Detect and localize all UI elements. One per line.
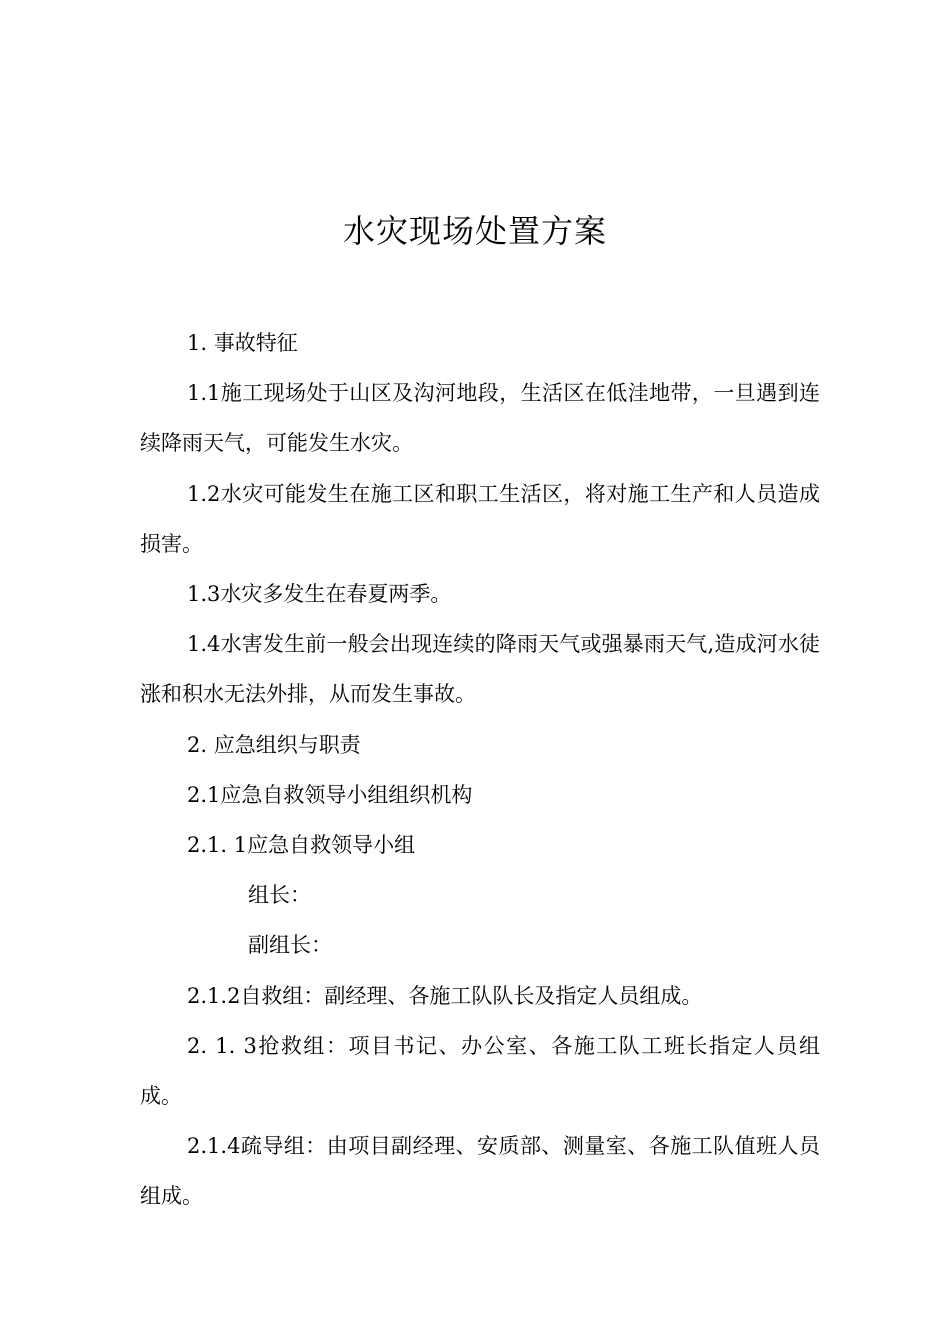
paragraph-1-2: 1.2水灾可能发生在施工区和职工生活区，将对施工生产和人员造成损害。	[140, 481, 820, 556]
paragraph-1-1: 1.1施工现场处于山区及沟河地段，生活区在低洼地带，一旦遇到连续降雨天气，可能发生水灾。	[140, 381, 820, 456]
paragraph-2-1-3: 2. 1. 3抢救组：项目书记、办公室、各施工队工班长指定人员组成。	[140, 1033, 820, 1109]
document-title: 水灾现场处置方案	[342, 212, 607, 250]
paragraph-1-4: 1.4水害发生前一般会出现连续的降雨天气或强暴雨天气,造成河水徒涨和积水无法外排，从而发生事故。	[140, 632, 820, 707]
paragraph-2-1-2: 2.1.2自救组：副经理、各施工队队长及指定人员组成。	[187, 983, 703, 1008]
document-body	[140, 318, 820, 1222]
group-leader-line: 组长：	[248, 883, 311, 908]
paragraph-2-1: 2.1应急自救领导小组组织机构	[187, 782, 473, 807]
section-heading-2: 2. 应急组织与职责	[187, 732, 361, 757]
deputy-leader-line: 副组长：	[248, 933, 332, 958]
section-heading-1: 1. 事故特征	[187, 331, 298, 355]
paragraph-2-1-4: 2.1.4疏导组：由项目副经理、安质部、测量室、各施工队值班人员组成。	[140, 1134, 820, 1209]
paragraph-1-3: 1.3水灾多发生在春夏两季。	[187, 582, 452, 607]
paragraph-2-1-1: 2.1. 1应急自救领导小组	[187, 833, 416, 858]
